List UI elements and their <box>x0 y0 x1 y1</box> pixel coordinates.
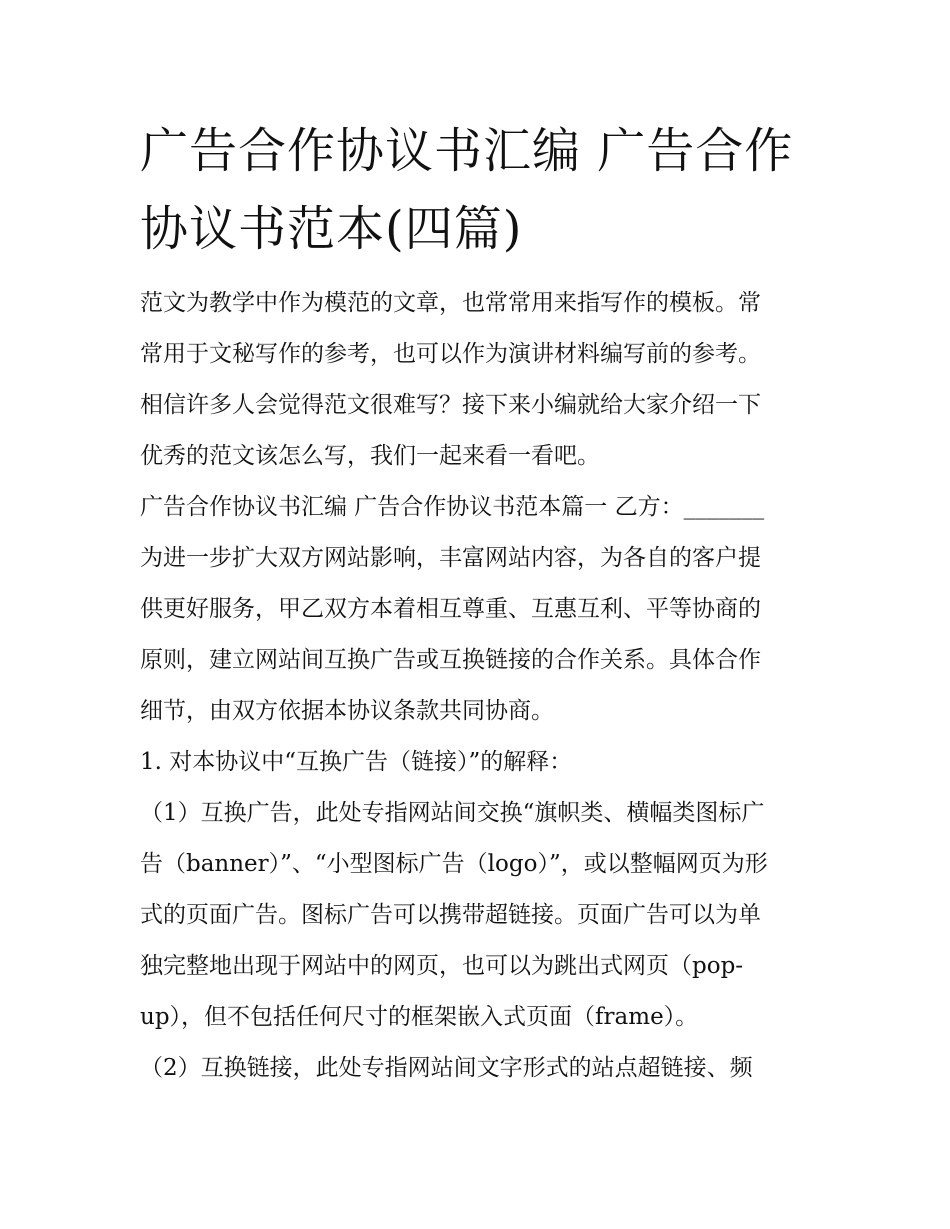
item1-heading <box>140 737 812 788</box>
item1-2-paragraph <box>140 1043 812 1094</box>
intro-paragraph <box>140 278 812 482</box>
text-line: 供更好服务，甲乙双方本着相互尊重、互惠互利、平等协商的 <box>140 596 761 622</box>
text-line: 为进一步扩大双方网站影响，丰富网站内容，为各自的客户提 <box>140 545 761 571</box>
text-line: 原则，建立网站间互换广告或互换链接的合作关系。具体合作 <box>140 647 761 673</box>
text-line: 告（banner）”、“小型图标广告（logo）”，或以整幅网页为形 <box>140 851 768 877</box>
title-line-1: 广告合作协议书汇编 广告合作 <box>140 123 794 179</box>
text-line: 广告合作协议书汇编 广告合作协议书范本篇一 乙方：_______ <box>140 494 765 520</box>
text-line: up），但不包括任何尺寸的框架嵌入式页面（frame）。 <box>140 1004 699 1030</box>
text-line: 细节，由双方依据本协议条款共同协商。 <box>140 698 554 724</box>
text-line: （2）互换链接，此处专指网站间文字形式的站点超链接、频 <box>140 1055 753 1081</box>
text-line: 式的页面广告。图标广告可以携带超链接。页面广告可以为单 <box>140 902 761 928</box>
text-line: 常用于文秘写作的参考，也可以作为演讲材料编写前的参考。 <box>140 341 761 367</box>
document-title <box>140 112 812 268</box>
text-line: 相信许多人会觉得范文很难写？接下来小编就给大家介绍一下 <box>140 392 761 418</box>
text-line: （1）互换广告，此处专指网站间交换“旗帜类、横幅类图标广 <box>140 800 765 826</box>
text-line: 范文为教学中作为模范的文章，也常常用来指写作的模板。常 <box>140 290 761 316</box>
text-line: 1. 对本协议中“互换广告（链接）”的解释： <box>140 749 573 775</box>
title-line-2: 协议书范本(四篇) <box>140 201 523 257</box>
text-line: 独完整地出现于网站中的网页，也可以为跳出式网页（pop- <box>140 953 744 979</box>
section1-paragraph <box>140 482 812 737</box>
text-line: 优秀的范文该怎么写，我们一起来看一看吧。 <box>140 443 600 469</box>
item1-1-paragraph <box>140 788 812 1043</box>
document-page <box>140 112 812 1094</box>
